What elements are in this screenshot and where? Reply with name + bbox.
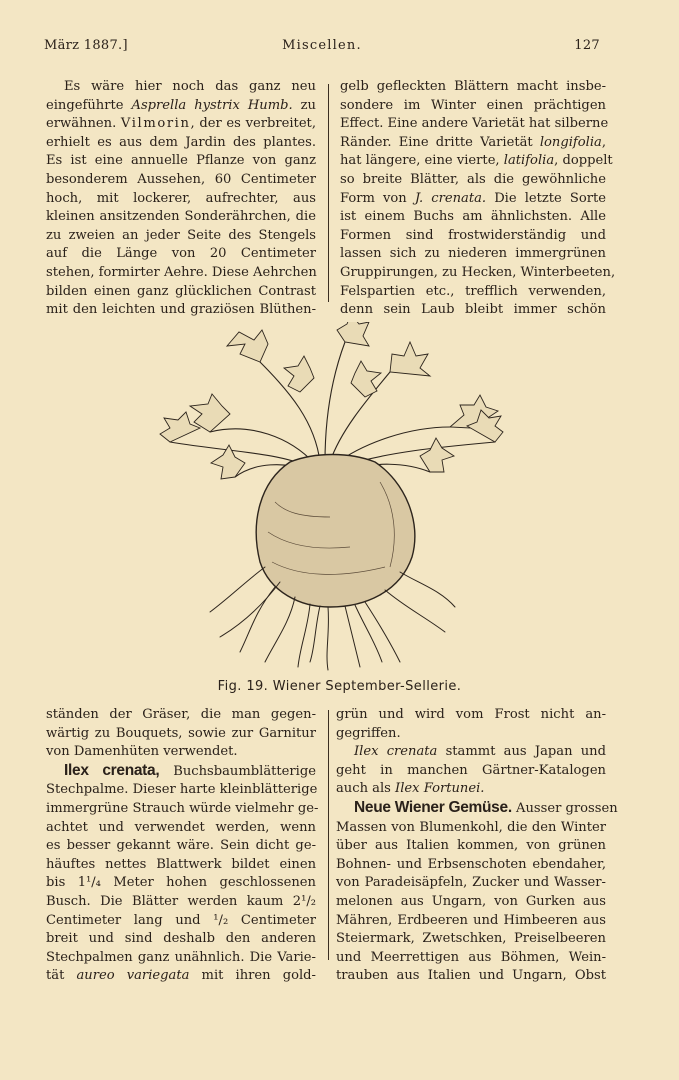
text-line: sondere im Winter einen prächtigen bbox=[340, 97, 606, 113]
text-line: immergrüne Strauch würde vielmehr ge- bbox=[46, 800, 319, 816]
header-date: März 1887.] bbox=[44, 38, 128, 53]
text-line: so breite Blätter, als die gewöhnliche bbox=[340, 171, 606, 187]
column-divider bbox=[328, 710, 329, 960]
column-bottom-left bbox=[46, 706, 319, 986]
column-top-right bbox=[340, 78, 616, 320]
running-header bbox=[44, 38, 600, 60]
text-line: Ilex crenata stammt aus Japan und bbox=[354, 744, 606, 760]
text-line: tät aureo variegata mit ihren gold- bbox=[46, 968, 316, 984]
bulb bbox=[256, 455, 415, 608]
text-line: Massen von Blumenkohl, die den Winter bbox=[336, 819, 606, 835]
text-line: gegriffen. bbox=[336, 725, 401, 741]
column-top-left bbox=[46, 78, 316, 320]
section-heading-ilex: Ilex crenata, Buchsbaumblätterige bbox=[64, 761, 316, 779]
text-line: denn sein Laub bleibt immer schön bbox=[340, 302, 606, 318]
text-line: eingeführte Asprella hystrix Humb. zu bbox=[46, 97, 316, 113]
text-line: Form von J. crenata. Die letzte Sorte bbox=[340, 190, 607, 206]
text-line: besonderem Aussehen, 60 Centimeter bbox=[46, 171, 316, 187]
text-line: gelb gefleckten Blättern macht insbe- bbox=[340, 79, 606, 94]
column-divider bbox=[328, 84, 329, 302]
celery-root-illustration bbox=[150, 322, 510, 672]
page-number: 127 bbox=[574, 38, 600, 53]
text-line: Mähren, Erdbeeren und Himbeeren aus bbox=[336, 912, 606, 928]
text-line: von Damenhüten verwendet. bbox=[46, 744, 238, 760]
text-line: und Meerrettigen aus Böhmen, Wein- bbox=[336, 949, 606, 965]
text-line: ständen der Gräser, die man gegen- bbox=[46, 707, 316, 722]
text-line: Es ist eine annuelle Pflanze von ganz bbox=[46, 153, 316, 169]
text-line: bilden einen ganz glücklichen Contrast bbox=[46, 283, 316, 299]
text-line: trauben aus Italien und Ungarn, Obst bbox=[336, 968, 606, 984]
text-line: Centimeter lang und ¹/₂ Centimeter bbox=[46, 912, 316, 928]
text-line: hat längere, eine vierte, latifolia, doppelt bbox=[340, 153, 613, 169]
text-line: auch als Ilex Fortunei. bbox=[336, 781, 485, 797]
text-line: über aus Italien kommen, von grünen bbox=[336, 838, 606, 854]
text-line: Bohnen- und Erbsenschoten ebendaher, bbox=[336, 856, 606, 872]
text-line: mit den leichten und graziösen Blüthen- bbox=[46, 302, 316, 318]
text-line: hoch, mit lockerer, aufrechter, aus bbox=[46, 190, 316, 206]
text-line: kleinen ansitzenden Sonderährchen, die bbox=[46, 209, 316, 225]
column-bottom-right bbox=[336, 706, 618, 986]
section-heading-gemuese: Neue Wiener Gemüse. Ausser grossen bbox=[354, 798, 618, 816]
text-line: häuftes nettes Blattwerk bildet einen bbox=[46, 856, 316, 872]
text-line: auf die Länge von 20 Centimeter bbox=[46, 246, 316, 262]
text-line: erhielt es aus dem Jardin des plantes. bbox=[46, 134, 316, 150]
text-line: grün und wird vom Frost nicht an- bbox=[336, 707, 606, 722]
text-line: Stechpalmen ganz unähnlich. Die Varie- bbox=[46, 949, 316, 965]
text-line: stehen, formirter Aehre. Diese Aehrchen bbox=[46, 264, 317, 280]
text-line: von Paradeisäpfeln, Zucker und Wasser- bbox=[336, 875, 606, 891]
text-line: bis 1¹/₄ Meter hohen geschlossenen bbox=[46, 875, 316, 891]
text-line: erwähnen. Vilmorin, der es verbreitet, bbox=[46, 116, 316, 132]
text-line: Gruppirungen, zu Hecken, Winterbeeten, bbox=[340, 264, 616, 280]
text-line: zu zweien an jeder Seite des Stengels bbox=[46, 227, 316, 243]
text-line: Es wäre hier noch das ganz neu bbox=[64, 79, 316, 94]
text-line: Stechpalme. Dieser harte kleinblätterige bbox=[46, 782, 318, 798]
text-line: Ränder. Eine dritte Varietät longifolia, bbox=[340, 134, 606, 150]
text-line: Felspartien etc., trefflich verwenden, bbox=[340, 283, 606, 299]
text-line: melonen aus Ungarn, von Gurken aus bbox=[336, 893, 606, 909]
text-line: Formen sind frostwiderständig und bbox=[340, 227, 606, 243]
text-line: achtet und verwendet werden, wenn bbox=[46, 819, 316, 835]
text-line: es besser gekannt wäre. Sein dicht ge- bbox=[46, 838, 316, 854]
text-line: Busch. Die Blätter werden kaum 2¹/₂ bbox=[46, 893, 316, 909]
text-line: geht in manchen Gärtner-Katalogen bbox=[336, 762, 606, 778]
text-line: breit und sind deshalb den anderen bbox=[46, 931, 316, 947]
header-section-title: Miscellen. bbox=[282, 38, 362, 53]
text-line: ist einem Buchs am ähnlichsten. Alle bbox=[340, 209, 606, 225]
figure-caption: Fig. 19. Wiener September-Sellerie. bbox=[217, 679, 462, 694]
text-line: lassen sich zu niederen immergrünen bbox=[340, 246, 606, 262]
text-line: wärtig zu Bouquets, sowie zur Garnitur bbox=[46, 725, 316, 741]
text-line: Steiermark, Zwetschken, Preiselbeeren bbox=[336, 931, 606, 947]
text-line: Effect. Eine andere Varietät hat silberne bbox=[340, 116, 609, 132]
